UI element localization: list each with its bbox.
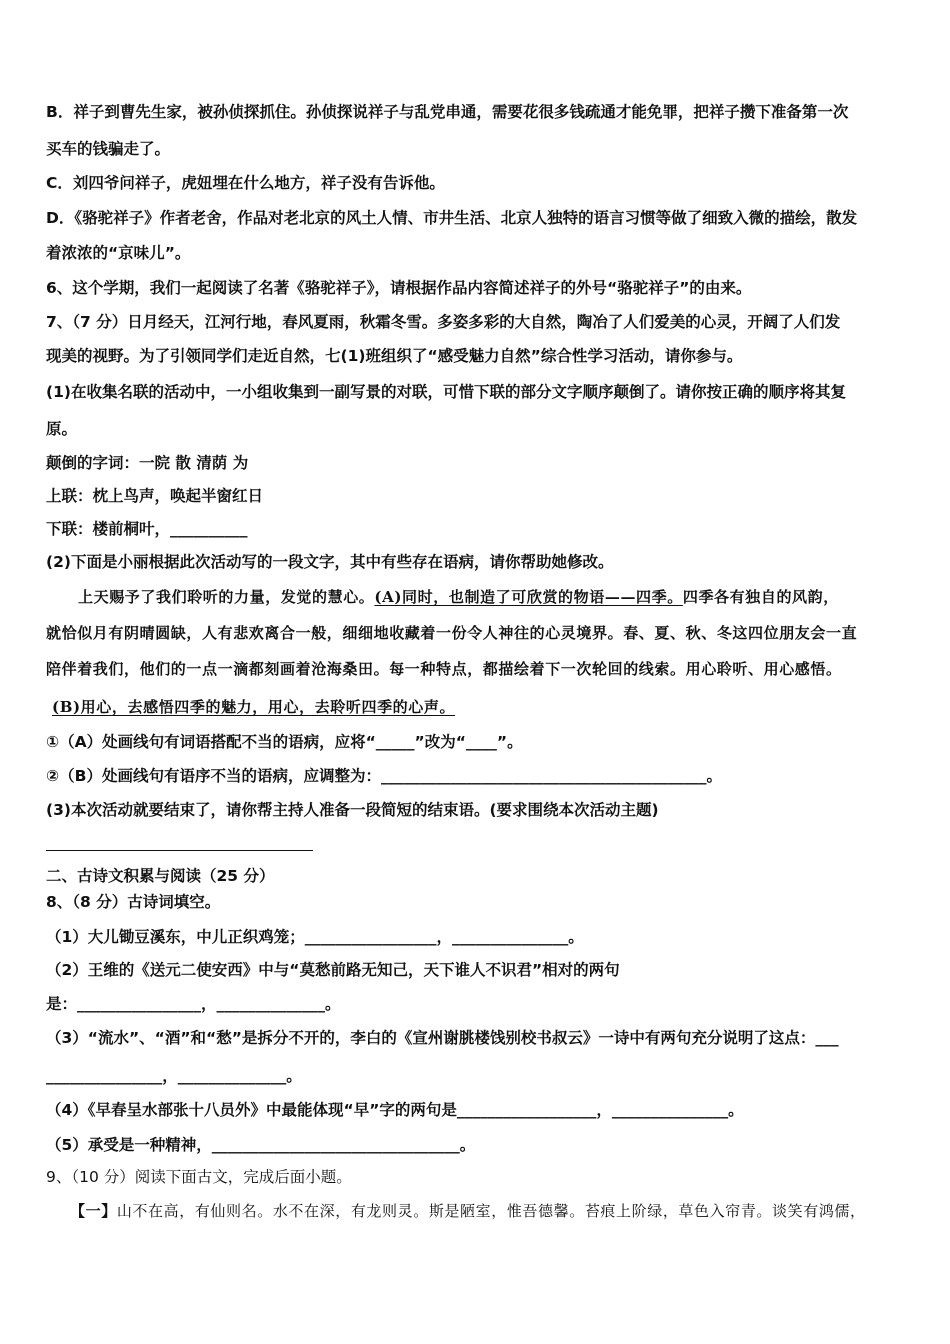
section-2-heading: 二、古诗文积累与阅读（25 分） <box>46 867 275 885</box>
question-8-1: （1）大儿锄豆溪东，中儿正织鸡笼；_________________，_______________。 <box>46 928 584 946</box>
passage-sentence-2: 四季各有独自的风韵， <box>682 588 839 606</box>
question-8-3-line-1: （3）“流水”、“酒”和“愁”是拆分不开的，李白的《宣州谢朓楼饯别校书叔云》一诗中有两句充分说明了这点：___ <box>46 1029 839 1047</box>
scrambled-words: 颠倒的字词：一院 散 清荫 为 <box>46 454 249 472</box>
classical-text-label: 【一】 <box>70 1202 117 1220</box>
question-6: 6、这个学期，我们一起阅读了名著《骆驼祥子》，请根据作品内容简述祥子的外号“骆驼祥子”的由来。 <box>46 279 752 297</box>
question-7-item-b: ②（B）处画线句有语序不当的语病，应调整为：__________________________________________。 <box>46 767 722 785</box>
question-7-part-1-line-2: 原。 <box>46 420 78 438</box>
classical-text-line <box>70 1201 866 1221</box>
question-7-part-2: (2)下面是小丽根据此次活动写的一段文字，其中有些存在语病，请你帮助她修改。 <box>46 553 614 571</box>
question-7-part-1-line-1: (1)在收集名联的活动中，一小组收集到一副写景的对联，可惜下联的部分文字顺序颠倒了。请你按正确的顺序将其复 <box>46 383 846 401</box>
question-8-5: （5）承受是一种精神，________________________________。 <box>46 1136 476 1154</box>
question-9: 9、（10 分）阅读下面古文，完成后面小题。 <box>46 1168 352 1186</box>
question-8-2-line-2: 是：________________，______________。 <box>46 995 341 1013</box>
passage-sentence-b: (B)用心，去感悟四季的魅力，用心，去聆听四季的心声。 <box>52 698 456 716</box>
question-8-2-line-1: （2）王维的《送元二使安西》中与“莫愁前路无知己，天下谁人不识君”相对的两句 <box>46 961 620 979</box>
lower-couplet: 下联：楼前桐叶，__________ <box>46 520 248 538</box>
passage-line-3: 陪伴着我们，他们的一点一滴都刻画着沧海桑田。每一种特点，都描绘着下一次轮回的线索。用心聆听、用心感悟。 <box>46 660 842 678</box>
answer-line <box>46 850 313 851</box>
option-c: C．刘四爷问祥子，虎妞埋在什么地方，祥子没有告诉他。 <box>46 174 445 192</box>
question-8-3-line-2: _______________，______________。 <box>46 1067 302 1085</box>
option-d-line-2: 着浓浓的“京味儿”。 <box>46 244 191 262</box>
question-7-item-a: ①（A）处画线句有词语搭配不当的语病，应将“_____”改为“____”。 <box>46 733 523 751</box>
passage-sentence-a: (A)同时，也制造了可欣赏的物语——四季。 <box>374 588 683 606</box>
upper-couplet: 上联：枕上鸟声，唤起半窗红日 <box>46 487 264 505</box>
option-b-line-2: 买车的钱骗走了。 <box>46 140 171 158</box>
passage-line-2: 就恰似月有阴晴圆缺，人有悲欢离合一般，细细地收藏着一份令人神往的心灵境界。春、夏、秋、冬这四位朋友会一直 <box>46 624 858 642</box>
passage-sentence-1: 上天赐予了我们聆听的力量，发觉的慧心。 <box>78 588 375 606</box>
question-8: 8、（8 分）古诗词填空。 <box>46 893 221 911</box>
question-7-part-3: (3)本次活动就要结束了，请你帮主持人准备一段简短的结束语。(要求围绕本次活动主题) <box>46 801 659 819</box>
option-d-line-1: D．《骆驼祥子》作者老舍，作品对老北京的风土人情、市井生活、北京人独特的语言习惯等做了细致入微的描绘，散发 <box>46 209 858 227</box>
classical-text: 山不在高，有仙则名。水不在深，有龙则灵。斯是陋室，惟吾德馨。苔痕上阶绿，草色入帘青。谈笑有鸿儒， <box>116 1202 866 1220</box>
option-b-line-1: B．祥子到曹先生家，被孙侦探抓住。孙侦探说祥子与乱党串通，需要花很多钱疏通才能免罪，把祥子攒下准备第一次 <box>46 103 849 121</box>
question-8-4: （4）《早春呈水部张十八员外》中最能体现“早”字的两句是__________________，_______________。 <box>46 1101 744 1119</box>
question-7-line-2: 现美的视野。为了引领同学们走近自然，七(1)班组织了“感受魅力自然”综合性学习活动，请你参与。 <box>46 347 743 365</box>
passage-line-1 <box>78 587 839 607</box>
question-7-line-1: 7、（7 分）日月经天，江河行地，春风夏雨，秋霜冬雪。多姿多彩的大自然，陶冶了人们爱美的心灵，开阔了人们发 <box>46 313 841 331</box>
